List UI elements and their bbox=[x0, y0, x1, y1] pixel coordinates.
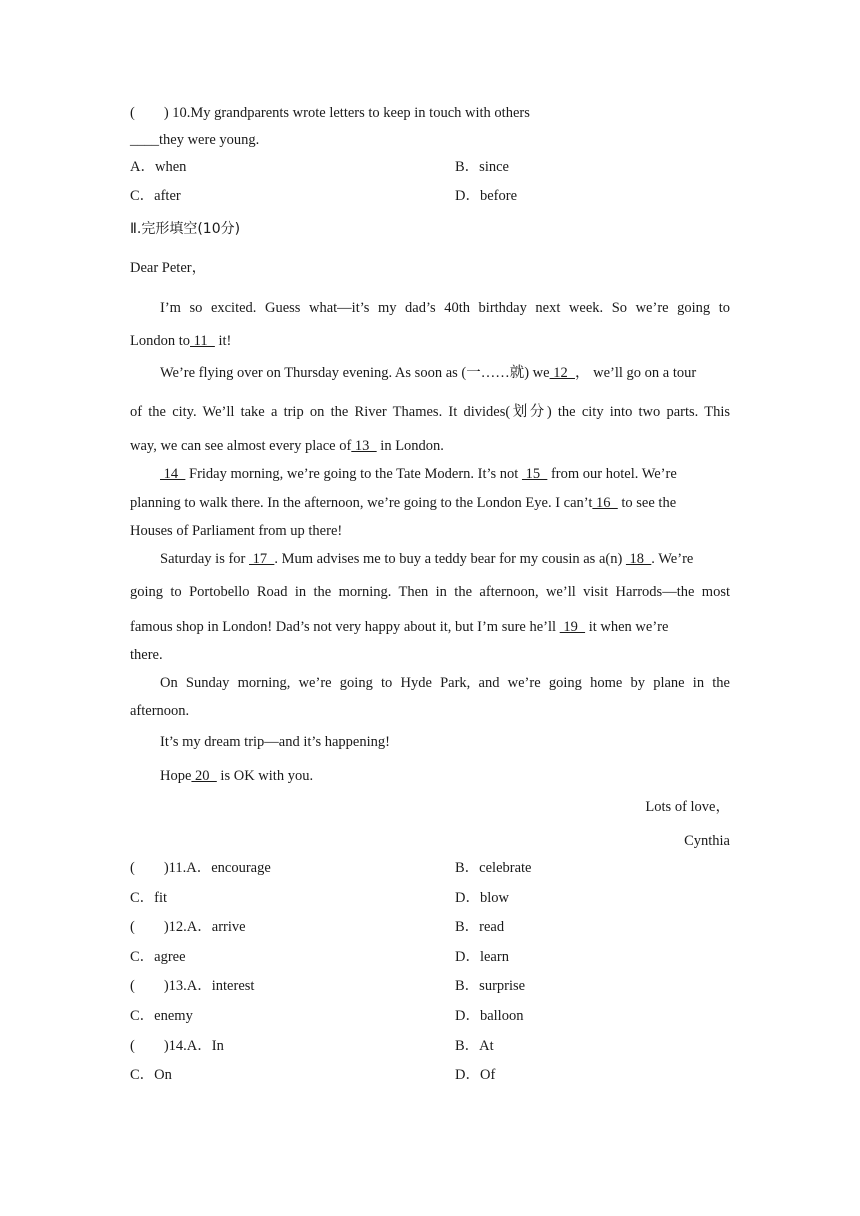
paragraph-5-line-2: afternoon. bbox=[130, 703, 190, 719]
q14-option-c: C．On bbox=[130, 1067, 172, 1083]
paragraph-5-line-1: On Sunday morning, we’re going to Hyde Park, and we’re going home by plane in the bbox=[160, 675, 730, 691]
q14-option-a: ( )14.A．In bbox=[130, 1038, 224, 1054]
paragraph-4-line-1: Saturday is for 17 . Mum advises me to buy a teddy bear for my cousin as a(n) 18 . We’re bbox=[160, 551, 694, 567]
paragraph-2-line-2: of the city. We’ll take a trip on the River Thames. It divides(划分) the city into two parts. This bbox=[130, 404, 730, 420]
q14-option-d: D．Of bbox=[455, 1067, 496, 1083]
blank-17: 17 bbox=[249, 551, 275, 567]
q13-option-b: B．surprise bbox=[455, 978, 526, 994]
blank-12: 12 bbox=[549, 365, 575, 381]
q13-option-c: C．enemy bbox=[130, 1008, 193, 1024]
blank-14: 14 bbox=[160, 466, 186, 482]
blank-16: 16 bbox=[592, 495, 618, 511]
paragraph-4-line-2: going to Portobello Road in the morning. Then in the afternoon, we’ll visit Harrods—the most bbox=[130, 584, 730, 600]
q11-option-b: B．celebrate bbox=[455, 860, 532, 876]
q10-stem-line1: ( ) 10.My grandparents wrote letters to keep in touch with others bbox=[130, 105, 530, 121]
q12-option-d: D．learn bbox=[455, 949, 509, 965]
paragraph-3-line-1: 14 Friday morning, we’re going to the Tate Modern. It’s not 15 from our hotel. We’re bbox=[160, 466, 677, 482]
q12-option-a: ( )12.A．arrive bbox=[130, 919, 246, 935]
letter-greeting: Dear Peter， bbox=[130, 260, 207, 276]
paragraph-2-line-3: way, we can see almost every place of 13 in London. bbox=[130, 438, 444, 454]
paragraph-1-line-2: London to 11 it! bbox=[130, 333, 232, 349]
q10-option-b: B．since bbox=[455, 159, 509, 175]
paragraph-4-line-4: there. bbox=[130, 647, 163, 663]
paragraph-6: It’s my dream trip—and it’s happening! bbox=[160, 734, 390, 750]
blank-20: 20 bbox=[191, 768, 217, 784]
q11-option-d: D．blow bbox=[455, 890, 509, 906]
blank-11: 11 bbox=[190, 333, 215, 349]
q10-stem-line2: ____they were young. bbox=[130, 132, 260, 148]
paragraph-3-line-2: planning to walk there. In the afternoon, we’re going to the London Eye. I can’t 16 to see the bbox=[130, 495, 677, 511]
q10-option-d: D．before bbox=[455, 188, 518, 204]
paragraph-1-line-1: I’m so excited. Guess what—it’s my dad’s 40th birthday next week. So we’re going to bbox=[160, 300, 730, 316]
q13-option-a: ( )13.A．interest bbox=[130, 978, 255, 994]
paragraph-4-line-3: famous shop in London! Dad’s not very happy about it, but I’m sure he’ll 19 it when we’re bbox=[130, 619, 669, 635]
q10-option-c: C．after bbox=[130, 188, 181, 204]
q14-option-b: B．At bbox=[455, 1038, 494, 1054]
blank-19: 19 bbox=[559, 619, 586, 635]
letter-closing: Lots of love， bbox=[645, 799, 730, 815]
q11-option-a: ( )11.A．encourage bbox=[130, 860, 271, 876]
q12-option-c: C．agree bbox=[130, 949, 186, 965]
paragraph-7: Hope 20 is OK with you. bbox=[160, 768, 314, 784]
blank-18: 18 bbox=[625, 551, 652, 567]
letter-signature: Cynthia bbox=[684, 833, 730, 849]
q10-option-a: A．when bbox=[130, 159, 187, 175]
blank-13: 13 bbox=[351, 438, 377, 454]
paragraph-2-line-1: We’re flying over on Thursday evening. As soon as (一……就) we 12 ， we’ll go on a tour bbox=[160, 365, 697, 381]
q13-option-d: D．balloon bbox=[455, 1008, 524, 1024]
blank-15: 15 bbox=[521, 466, 548, 482]
section-heading: Ⅱ.完形填空(10分) bbox=[130, 221, 241, 237]
q12-option-b: B．read bbox=[455, 919, 505, 935]
q11-option-c: C．fit bbox=[130, 890, 168, 906]
paragraph-3-line-3: Houses of Parliament from up there! bbox=[130, 523, 343, 539]
